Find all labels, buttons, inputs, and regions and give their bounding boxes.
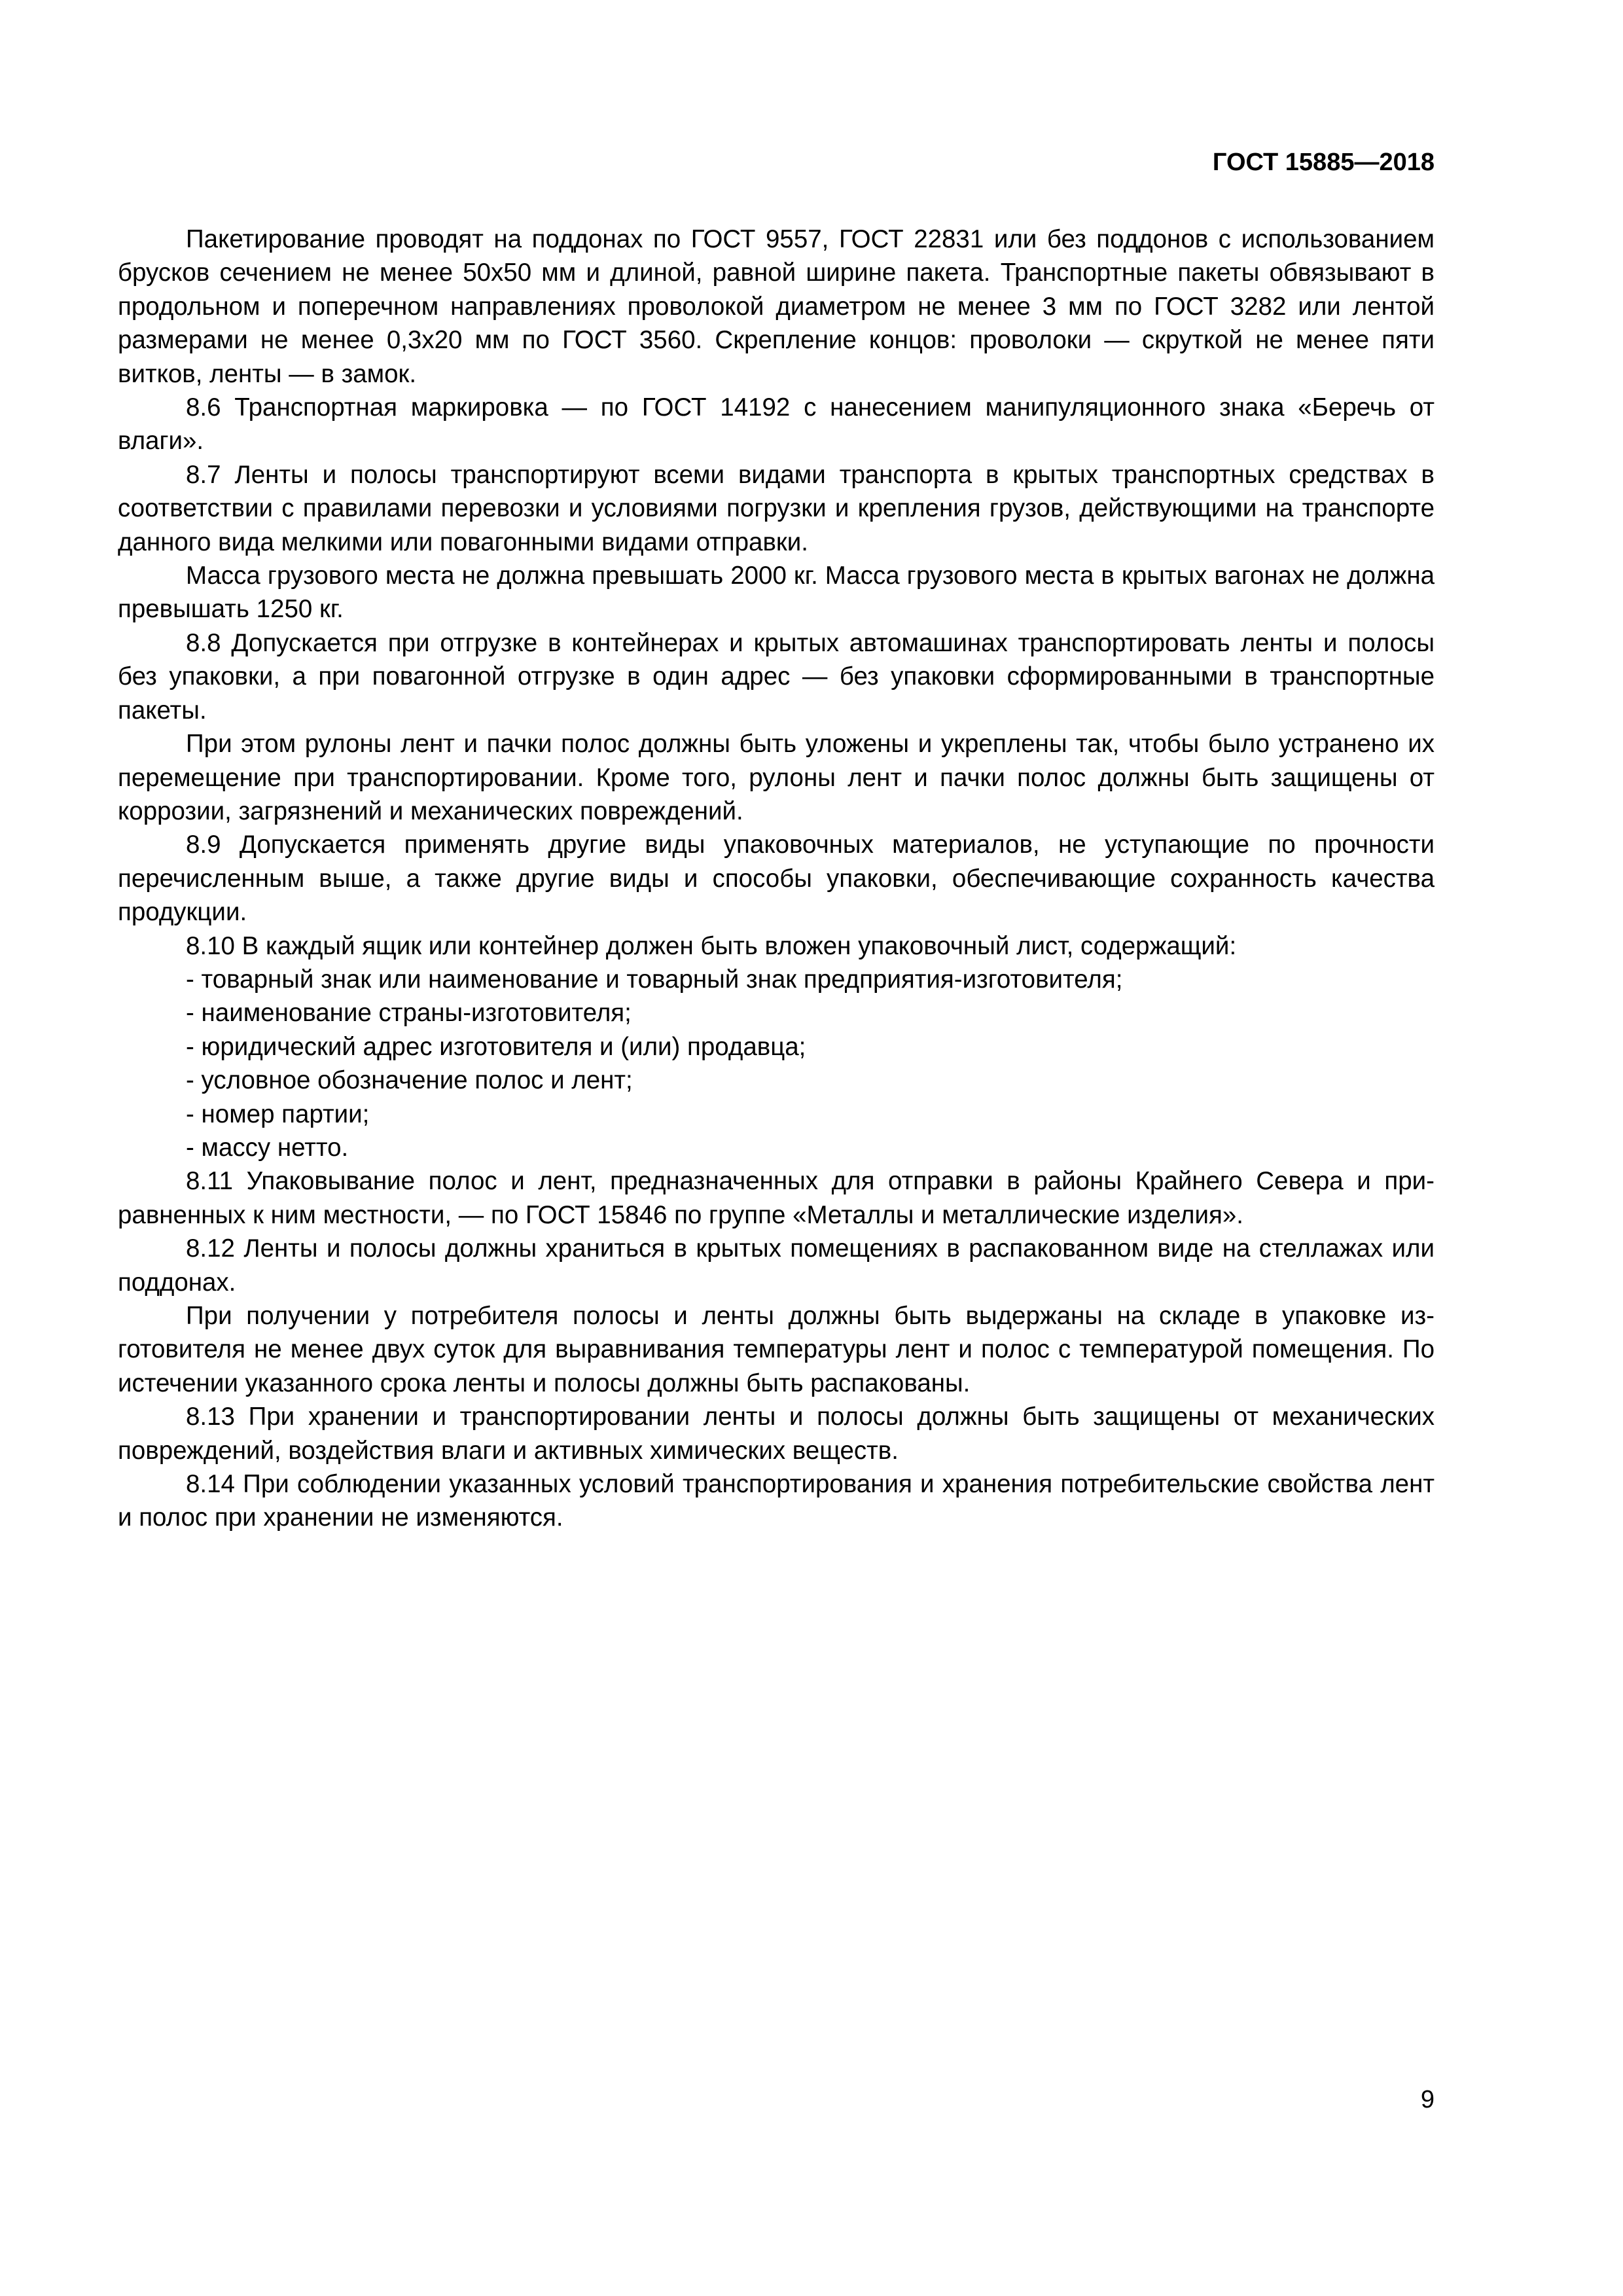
paragraph-8-13: 8.13 При хранении и транспортировании ленты и полосы должны быть защищены от механических повреждений, воздействия влаги и активных химических веществ.	[118, 1403, 1435, 1465]
paragraph-8-10: 8.10 В каждый ящик или контейнер должен быть вложен упаковочный лист, содержащий:	[186, 931, 1237, 960]
paragraph-8-9: 8.9 Допускается применять другие виды упаковочных материалов, не уступающие по прочности перечисленным выше, а также другие виды и способы упаковки, обеспечивающие сохранность качества продукции.	[118, 831, 1435, 927]
paragraph-consumer-storage: При получении у потребителя полосы и ленты должны быть выдержаны на складе в упаковке изготовителя не менее двух суток для выравнивания температуры лент и полос с температурой помещения. По истечении указанного срока ленты и полосы должны быть распакованы.	[118, 1302, 1435, 1397]
paragraph-packaging: Пакетирование проводят на поддонах по ГОСТ 9557, ГОСТ 22831 или без поддонов с использованием брусков сечением не менее 50х50 мм и длиной, равной ширине пакета. Транспортные пакеты обвязывают в продольном и поперечном направлениях проволокой диаметром не менее 3 мм по ГОСТ 3282 или лентой размерами не менее 0,3х20 мм по ГОСТ 3560. Скрепление концов: проволоки — скруткой не менее пяти витков, ленты — в замок.	[118, 225, 1435, 388]
paragraph-8-12: 8.12 Ленты и полосы должны храниться в крытых помещениях в распакованном виде на стеллажах или поддонах.	[118, 1234, 1435, 1297]
page-number: 9	[1420, 2086, 1435, 2113]
paragraph-8-7: 8.7 Ленты и полосы транспортируют всеми видами транспорта в крытых транспортных средствах в соответствии с правилами перевозки и условиями погрузки и крепления грузов, действующими на транспорте данного вида мелкими или повагонными видами отправки.	[118, 460, 1435, 556]
list-item: - массу нетто.	[186, 1133, 349, 1162]
paragraph-8-8: 8.8 Допускается при отгрузке в контейнерах и крытых автомашинах транспортировать ленты и полосы без упаковки, а при повагонной отгрузке в один адрес — без упаковки сформированными в транспортные пакеты.	[118, 628, 1435, 725]
paragraph-8-6: 8.6 Транспортная маркировка — по ГОСТ 14192 с нанесением манипуляционного знака «Беречь от влаги».	[118, 393, 1435, 456]
paragraph-cargo-mass: Масса грузового места не должна превышать 2000 кг. Масса грузового места в крытых вагонах не должна превышать 1250 кг.	[118, 562, 1435, 624]
paragraph-rolls-packs: При этом рулоны лент и пачки полос должны быть уложены и укреплены так, чтобы было устранено их перемещение при транспортировании. Кроме того, рулоны лент и пачки полос должны быть защищены от коррозии, загрязнений и механических повреждений.	[118, 730, 1435, 825]
paragraph-8-14: 8.14 При соблюдении указанных условий транспортирования и хранения потребительские свойства лент и полос при хранении не изменяются.	[118, 1470, 1435, 1532]
list-item: - условное обозначение полос и лент;	[186, 1066, 633, 1095]
list-item: - номер партии;	[186, 1100, 370, 1128]
list-item: - юридический адрес изготовителя и (или) продавца;	[186, 1032, 806, 1061]
list-item: - наименование страны-изготовителя;	[186, 999, 632, 1028]
list-item: - товарный знак или наименование и товарный знак предприятия-изготовителя;	[186, 965, 1123, 994]
document-body	[118, 223, 1435, 1535]
paragraph-8-11: 8.11 Упаковывание полос и лент, предназначенных для отправки в районы Крайнего Севера и приравненных к ним местности, — по ГОСТ 15846 по группе «Металлы и металлические изделия».	[118, 1167, 1435, 1229]
document-code-header: ГОСТ 15885—2018	[1212, 149, 1435, 176]
